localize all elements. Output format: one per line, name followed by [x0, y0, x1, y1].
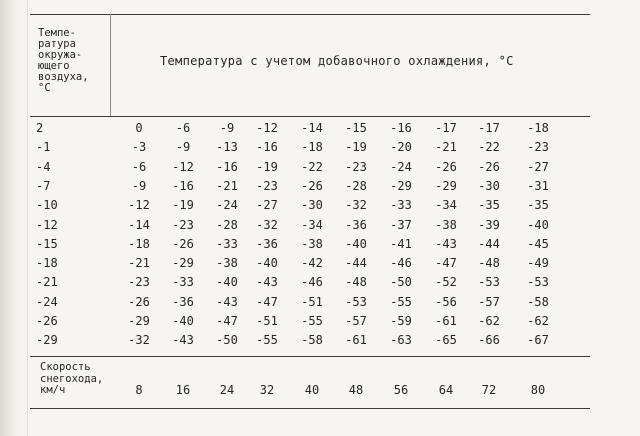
table-cell: -47	[435, 256, 457, 271]
speed-value: 8	[135, 383, 143, 397]
table-cell: -55	[256, 333, 278, 348]
speed-value: 64	[438, 383, 454, 397]
table-cell: -47	[216, 314, 238, 328]
stub-header-line: воздуха,	[38, 71, 89, 83]
stub-header-line: °C	[38, 82, 51, 94]
table-cell: -52	[435, 275, 457, 290]
table-cell: -31	[527, 178, 549, 193]
table-cell: -43	[256, 275, 278, 290]
table-cell: -51	[256, 314, 278, 328]
speed-value: 72	[481, 383, 497, 397]
speed-label-line: снегохода,	[40, 372, 104, 385]
table-cell: -12	[172, 159, 194, 174]
table-cell: -12	[256, 121, 278, 135]
table-cell: -61	[345, 333, 367, 348]
row-air-temperature: -7	[36, 178, 51, 193]
table-cell: -35	[527, 198, 549, 213]
table-cell: -59	[390, 314, 412, 328]
table-cell: -40	[216, 275, 238, 290]
row-air-temperature: -21	[36, 275, 58, 290]
table-cell: -28	[216, 217, 238, 232]
table-cell: -19	[172, 198, 194, 213]
table-cell: -63	[390, 333, 412, 348]
table-cell: -9	[131, 178, 147, 193]
table-cell: -57	[345, 314, 367, 328]
table-cell: -40	[256, 256, 278, 271]
table-cell: -49	[527, 256, 549, 271]
table-cell: -66	[478, 333, 500, 348]
table-row	[0, 121, 640, 139]
speed-value: 24	[219, 383, 235, 397]
table-cell: -45	[527, 236, 549, 251]
table-cell: -18	[128, 236, 150, 251]
table-cell: -19	[256, 159, 278, 174]
row-air-temperature: -18	[36, 256, 58, 271]
speed-rule	[30, 356, 590, 357]
table-cell: -20	[390, 140, 412, 155]
table-cell: -65	[435, 333, 457, 348]
table-cell: -39	[478, 217, 500, 232]
table-cell: -27	[527, 159, 549, 174]
table-cell: -61	[435, 314, 457, 328]
table-cell: -33	[390, 198, 412, 213]
table-cell: -62	[527, 314, 549, 328]
table-cell: -19	[345, 140, 367, 155]
table-cell: -12	[128, 198, 150, 213]
table-cell: -23	[172, 217, 194, 232]
table-cell: -23	[345, 159, 367, 174]
row-air-temperature: -12	[36, 217, 58, 232]
table-cell: -36	[256, 236, 278, 251]
table-cell: -16	[390, 121, 412, 135]
table-cell: -58	[301, 333, 323, 348]
table-cell: -30	[478, 178, 500, 193]
table-cell: -58	[527, 294, 549, 309]
speed-row	[0, 383, 640, 401]
table-cell: -21	[435, 140, 457, 155]
table-cell: -44	[345, 256, 367, 271]
table-cell: -37	[390, 217, 412, 232]
table-cell: -16	[172, 178, 194, 193]
table-cell: -16	[256, 140, 278, 155]
table-cell: -48	[478, 256, 500, 271]
table-row	[0, 256, 640, 274]
table-row	[0, 218, 640, 236]
table-cell: -55	[390, 294, 412, 309]
speed-value: 16	[175, 383, 191, 397]
table-cell: -14	[301, 121, 323, 135]
row-air-temperature: 2	[36, 121, 44, 135]
table-cell: -23	[527, 140, 549, 155]
table-cell: -13	[216, 140, 238, 155]
table-cell: -40	[345, 236, 367, 251]
table-cell: -22	[478, 140, 500, 155]
table-cell: -46	[301, 275, 323, 290]
table-cell: -27	[256, 198, 278, 213]
table-cell: 0	[135, 121, 143, 135]
stub-header-line: Темпе-	[38, 27, 76, 39]
table-cell: -18	[527, 121, 549, 135]
table-row	[0, 140, 640, 158]
table-cell: -32	[345, 198, 367, 213]
header-divider	[110, 14, 111, 116]
table-cell: -21	[216, 178, 238, 193]
table-cell: -29	[390, 178, 412, 193]
stub-header-line: ющего	[38, 60, 70, 72]
table-cell: -33	[172, 275, 194, 290]
table-row	[0, 179, 640, 197]
table-cell: -35	[478, 198, 500, 213]
table-cell: -26	[301, 178, 323, 193]
table-cell: -17	[435, 121, 457, 135]
table-cell: -46	[390, 256, 412, 271]
header-rule	[30, 116, 590, 117]
table-cell: -56	[435, 294, 457, 309]
speed-value: 32	[259, 383, 275, 397]
table-cell: -23	[128, 275, 150, 290]
table-cell: -62	[478, 314, 500, 328]
table-cell: -43	[435, 236, 457, 251]
speed-label-line: Скорость	[40, 361, 91, 373]
table-cell: -9	[219, 121, 235, 135]
table-cell: -24	[390, 159, 412, 174]
table-cell: -33	[216, 236, 238, 251]
table-cell: -36	[345, 217, 367, 232]
row-air-temperature: -4	[36, 159, 51, 174]
table-cell: -17	[478, 121, 500, 135]
table-cell: -36	[172, 294, 194, 309]
stub-header	[38, 28, 108, 94]
table-cell: -15	[345, 121, 367, 135]
stub-header-line: ратура	[38, 38, 76, 50]
table-cell: -50	[216, 333, 238, 348]
column-group-header: Температура с учетом добавочного охлаждения, °C	[160, 54, 514, 68]
speed-value: 56	[393, 383, 409, 397]
table-cell: -26	[172, 236, 194, 251]
table-row	[0, 333, 640, 351]
row-air-temperature: -1	[36, 140, 51, 155]
table-cell: -30	[301, 198, 323, 213]
table-cell: -6	[131, 159, 147, 174]
table-cell: -24	[216, 198, 238, 213]
table-cell: -67	[527, 333, 549, 348]
table-row	[0, 314, 640, 332]
stub-header-line: окружа-	[38, 49, 83, 61]
table-cell: -3	[131, 140, 147, 155]
table-cell: -44	[478, 236, 500, 251]
table-cell: -26	[435, 159, 457, 174]
row-air-temperature: -26	[36, 314, 58, 328]
table-cell: -6	[175, 121, 191, 135]
row-air-temperature: -15	[36, 236, 58, 251]
speed-label-line: км/ч	[40, 384, 66, 396]
table-cell: -38	[435, 217, 457, 232]
table-cell: -53	[345, 294, 367, 309]
row-air-temperature: -24	[36, 294, 58, 309]
row-air-temperature: -29	[36, 333, 58, 348]
table-cell: -50	[390, 275, 412, 290]
speed-value: 80	[530, 383, 546, 397]
table-cell: -43	[216, 294, 238, 309]
table-cell: -57	[478, 294, 500, 309]
table-cell: -42	[301, 256, 323, 271]
table-cell: -53	[478, 275, 500, 290]
table-cell: -40	[172, 314, 194, 328]
table-cell: -32	[256, 217, 278, 232]
table-cell: -22	[301, 159, 323, 174]
table-cell: -38	[216, 256, 238, 271]
table-row	[0, 295, 640, 313]
table-cell: -29	[435, 178, 457, 193]
speed-value: 48	[348, 383, 364, 397]
table-cell: -29	[128, 314, 150, 328]
table-cell: -9	[175, 140, 191, 155]
speed-value: 40	[304, 383, 320, 397]
table-cell: -34	[435, 198, 457, 213]
table-cell: -23	[256, 178, 278, 193]
table-row	[0, 160, 640, 178]
table-cell: -28	[345, 178, 367, 193]
top-rule	[30, 14, 590, 15]
table-cell: -14	[128, 217, 150, 232]
table-cell: -51	[301, 294, 323, 309]
table-cell: -26	[478, 159, 500, 174]
table-cell: -53	[527, 275, 549, 290]
table-row	[0, 198, 640, 216]
table-cell: -34	[301, 217, 323, 232]
table-cell: -18	[301, 140, 323, 155]
row-air-temperature: -10	[36, 198, 58, 213]
table-cell: -21	[128, 256, 150, 271]
table-cell: -47	[256, 294, 278, 309]
table-cell: -41	[390, 236, 412, 251]
bottom-rule	[30, 408, 590, 409]
table-cell: -48	[345, 275, 367, 290]
table-cell: -38	[301, 236, 323, 251]
table-cell: -26	[128, 294, 150, 309]
table-cell: -40	[527, 217, 549, 232]
table-cell: -16	[216, 159, 238, 174]
table-cell: -29	[172, 256, 194, 271]
table-row	[0, 237, 640, 255]
table-cell: -55	[301, 314, 323, 328]
table-cell: -32	[128, 333, 150, 348]
table-row	[0, 275, 640, 293]
table-cell: -43	[172, 333, 194, 348]
